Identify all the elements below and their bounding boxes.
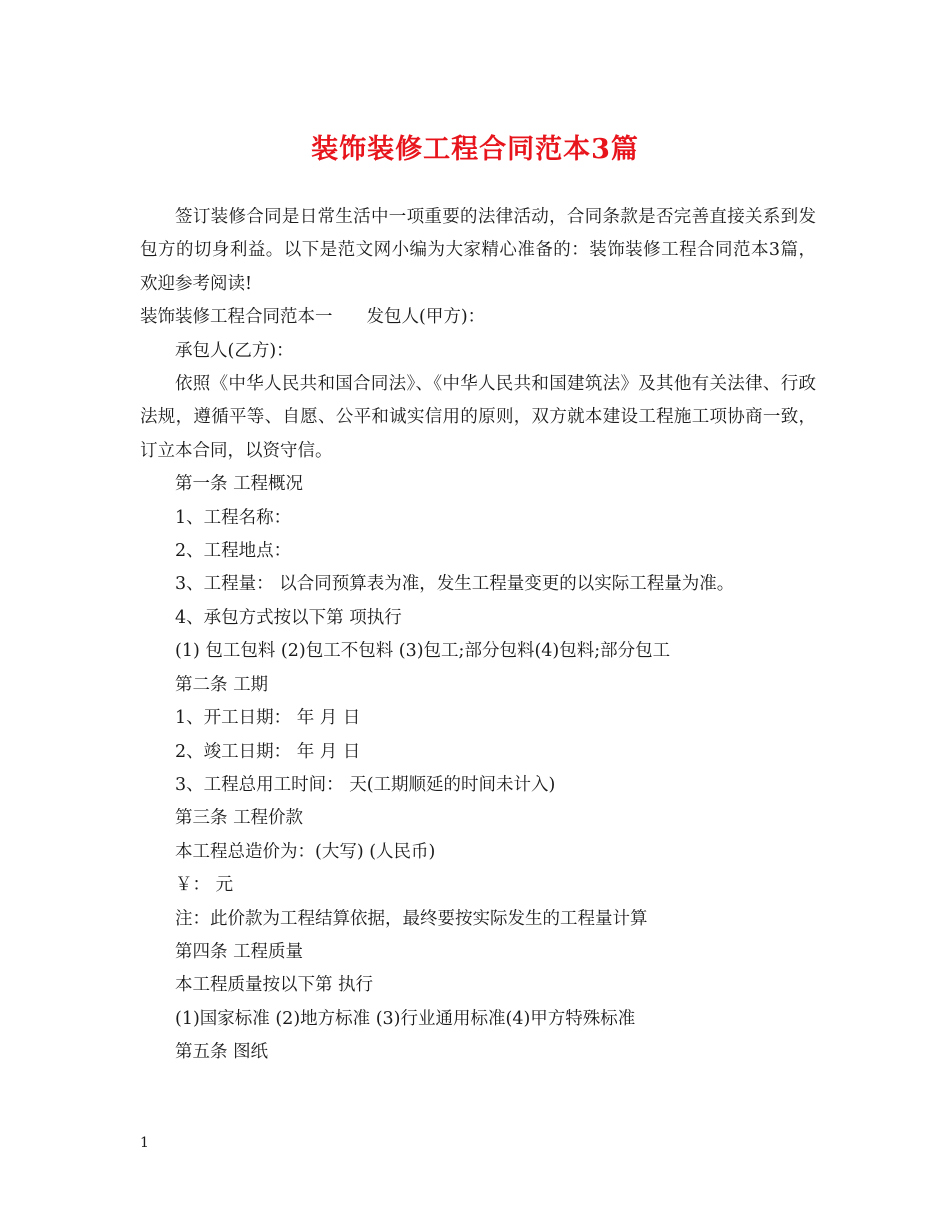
intro-paragraph: 签订装修合同是日常生活中一项重要的法律活动，合同条款是否完善直接关系到发包方的切身利益。以下是范文网小编为大家精心准备的：装饰装修工程合同范本3篇，欢迎参考阅读! xyxy=(140,207,816,294)
clause-5-heading: 第五条 图纸 xyxy=(175,1042,269,1063)
contract-method-options: (1) 包工包料 (2)包工不包料 (3)包工;部分包料(4)包料;部分包工 xyxy=(175,641,671,662)
start-date-line: 1、开工日期： 年 月 日 xyxy=(175,708,361,729)
clause-1-heading: 第一条 工程概况 xyxy=(175,474,304,495)
total-price-line: 本工程总造价为：(大写) (人民币) xyxy=(175,841,436,862)
quality-standard-line: 本工程质量按以下第 执行 xyxy=(175,975,374,996)
contract-method-line: 4、承包方式按以下第 项执行 xyxy=(175,607,402,628)
clause-3-heading: 第三条 工程价款 xyxy=(175,808,304,829)
completion-date-line: 2、竣工日期： 年 月 日 xyxy=(175,741,361,762)
page-number: 1 xyxy=(140,1135,149,1151)
document-title: 装饰装修工程合同范本3篇 xyxy=(311,134,639,165)
basis-paragraph: 依照《中华人民共和国合同法》、《中华人民共和国建筑法》及其他有关法律、行政法规，遵循平等、自愿、公平和诚实信用的原则，双方就本建设工程施工项协商一致，订立本合同，以资守信。 xyxy=(140,374,816,461)
quality-standard-options: (1)国家标准 (2)地方标准 (3)行业通用标准(4)甲方特殊标准 xyxy=(175,1008,636,1029)
document-body xyxy=(140,201,816,1070)
clause-4-heading: 第四条 工程质量 xyxy=(175,941,304,962)
project-name-line: 1、工程名称： xyxy=(175,507,292,528)
section-heading-line xyxy=(140,301,816,334)
project-quantity-line: 3、工程量： 以合同预算表为准，发生工程量变更的以实际工程量为准。 xyxy=(175,574,735,595)
party-a-label: 发包人(甲方)： xyxy=(366,307,486,328)
total-duration-line: 3、工程总用工时间： 天(工期顺延的时间未计入) xyxy=(175,774,556,795)
party-b-label: 承包人(乙方)： xyxy=(175,340,294,361)
clause-2-heading: 第二条 工期 xyxy=(175,674,269,695)
section-heading: 装饰装修工程合同范本一 xyxy=(140,307,333,328)
price-amount-line: ￥： 元 xyxy=(175,875,234,896)
project-location-line: 2、工程地点： xyxy=(175,541,292,562)
price-note-line: 注：此价款为工程结算依据，最终要按实际发生的工程量计算 xyxy=(175,908,648,929)
